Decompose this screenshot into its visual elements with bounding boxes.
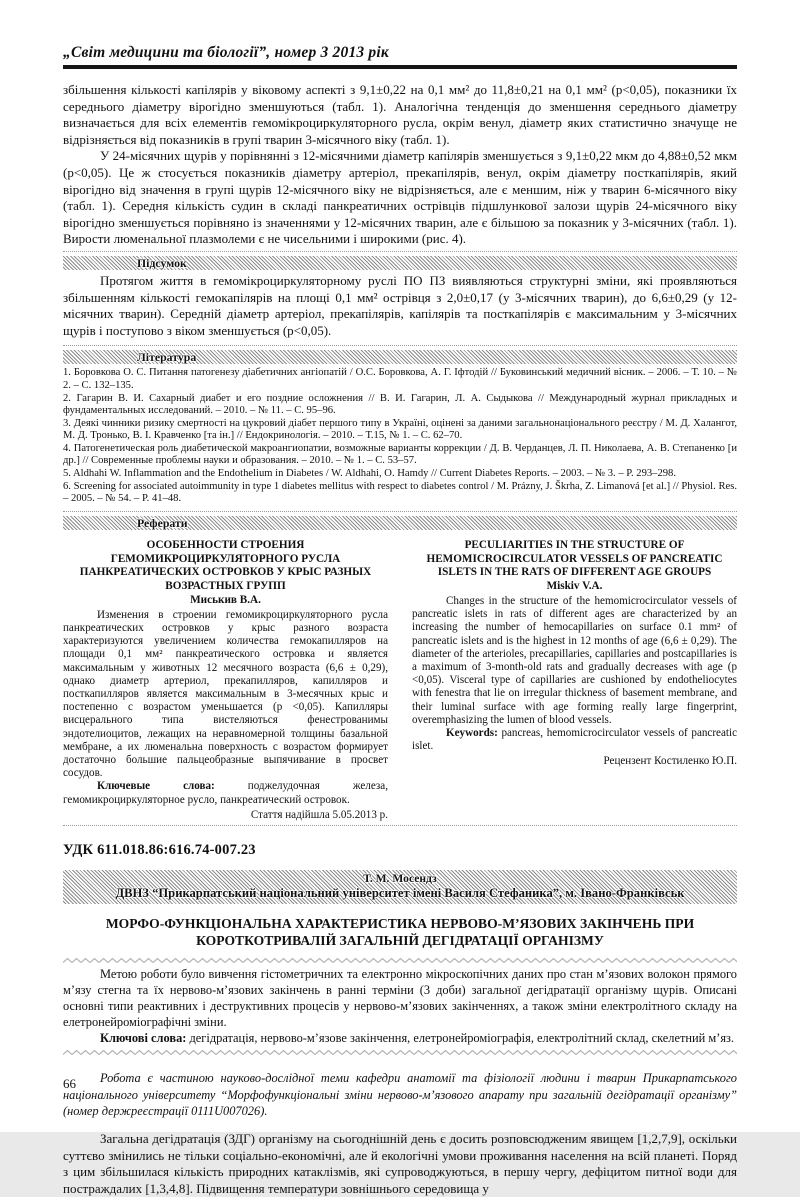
zigzag-divider	[63, 1048, 737, 1057]
udc-code: УДК 611.018.86:616.74-007.23	[63, 841, 256, 858]
dotted-divider	[63, 511, 737, 512]
abstract-en-body: Changes in the structure of the hemomicrocirculator vessels of pancreatic islets in rats of different ages are characterized by an increasing the number of hemocapillaries on surface 0.1 mm² of pancreatic islets and is the highest in 12 months of age (6,6 ± 0,29). The diameter of the arterioles, precapillaries, capillaries and postcapillaries is a maximum of 3-month-old rats and gradually decreases with age (p <0,05). Visceral type of capillaries are cushioned by endotheliocytes with fenestra that lie on irregular thickness of basement membrane, and their luminal surface with age forming really large fingerprint, overemphasizing the lumen of blood vessels.	[412, 595, 737, 726]
keywords-label: Ключевые слова:	[97, 780, 215, 793]
article2-author: Т. М. Мосендз	[363, 871, 437, 885]
reference-item: 3. Деякі чинники ризику смертності на цукровий діабет першого типу в Україні, оцінені за даними загальнонаціонального реєстру / М. Д. Халангот, М. Д. Тронько, В. І. Кравченко [та ін.] // Ендокринологія. – 2010. – Т.15, № 1. – С. 62–70.	[63, 417, 737, 442]
abstract-en-keywords	[412, 727, 737, 753]
summary-text: Протягом життя в гемомікроциркуляторному руслі ПО ПЗ виявляються структурні зміни, які проявляються збільшенням кількості гемокапілярів на площі 0,1 мм² острівця з 2,0±0,17 (у 3-місячних тварин), до 6,6±0,29 (у 12-місячних тварин). Середній діаметр артеріол, прекапілярів, капілярів та посткапілярів є максимальним у 3-місячних щурів і поступово з віком зменшується (р<0,05).	[63, 272, 737, 338]
reference-item: 6. Screening for associated autoimmunity in type 1 diabetes mellitus with respect to diabetes control / M. Prázny, J. Škrha, Z. Limanová [et al.] // Physiol. Res. – 2005. – № 54. – P. 41–48.	[63, 480, 737, 505]
reference-item: 5. Aldhahi W. Inflammation and the Endothelium in Diabetes / W. Aldhahi, O. Hamdy // Current Diabetes Reports. – 2003. – № 3. – P. 293–298.	[63, 468, 677, 480]
reference-item: 4. Патогенетическая роль диабетической макроангиопатии, возможные варианты коррекции / Д. В. Черданцев, Л. П. Николаева, А. В. Степаненко [и др.] // Современные проблемы науки и образования. – 2010. – № 1. – С. 53–57.	[63, 442, 737, 467]
reviewer: Рецензент Костиленко Ю.П.	[603, 755, 737, 768]
abstract-ru-keywords	[63, 780, 388, 806]
reference-item: 2. Гагарин В. И. Сахарный диабет и его поздние осложнения // В. И. Гагарин, Л. А. Сыдыкова // Международный журнал прикладных и фундаментальных исследований. – 2010. – № 11. – С. 95–96.	[63, 392, 737, 417]
abstract-ru-title: ОСОБЕННОСТИ СТРОЕНИЯ ГЕМОМИКРОЦИРКУЛЯТОРНОГО РУСЛА ПАНКРЕАТИЧЕСКИХ ОСТРОВКОВ У КРЫС РАЗНЫХ ВОЗРАСТНЫХ ГРУПП	[79, 538, 372, 593]
keywords-text: pancreas, hemomicrocirculator vessels of pancreatic islet.	[412, 727, 737, 753]
abstract-ru-body: Изменения в строении гемомикроциркуляторного русла панкреатических островков у крыс разного возраста характеризуются увеличением количества гемокапилляров на площади 0,1 мм² панкреатического островка и является максимальным у животных 12 месячного возраста (6,6 ± 0,29), однако диаметр артериол, прекапилляров, капилляров и посткапилляров является максимальным в 3-месячных крыс и постепенно с возрастом уменьшается (р <0,05). Капилляры висцерального типа вистеляються фенестрованимы эндотелиоцитов, лежащих на неравномерной толщины базальной мембране, а их люменальна поверхность с возрастом формирует достаточно большие пальцеобразные выпячивание в просвет сосудов.	[63, 608, 388, 780]
received-date: Стаття надійшла 5.05.2013 р.	[250, 808, 388, 821]
reference-item: 1. Боровкова О. С. Питання патогенезу діабетичних ангіопатій / О.С. Боровкова, А. Г. Іфтодій // Буковинський медичний вісник. – 2006. – Т. 10. – № 2. – С. 132–135.	[63, 367, 737, 391]
article2-body: Загальна дегідратація (ЗДГ) організму на сьогоднішній день є досить розповсюдженим явищем [1,2,7,9], оскільки суттєво змінились не тільки соціально-економічні, але й екологічні умови проживання населення на всій планеті. Поряд з цим збільшилася кількість природних катаклізмів, які супроводжуються, в першу чергу, дефіцитом питної води для постраждалих [1,3,4,8]. Підвищення температури зовнішнього середовища у	[63, 1131, 737, 1196]
literature-heading: Література	[137, 350, 197, 365]
dotted-divider	[63, 345, 737, 346]
summary-heading: Підсумок	[137, 255, 187, 270]
abstract-ru-author: Миськив В.А.	[190, 594, 261, 607]
article2-abstract: Метою роботи було вивчення гістометричних та електронно мікроскопічних даних про стан м’язових волокон прямого м’язу стегна та їх нервово-м’язових закінчень в ранні терміни (3 доби) загальної дегідратації організму щурів. Описані основні типи реактивних і деструктивних процесів у нервово-м’язових закінченнях, а також зміни електролітного складу на елетронейроміографічні зміни.	[63, 966, 737, 1029]
reference-list	[63, 367, 737, 506]
article2-keywords	[63, 1031, 737, 1047]
keywords-label: Keywords:	[446, 727, 498, 740]
abstract-russian	[63, 539, 388, 821]
header-double-rule	[63, 65, 737, 69]
journal-header: „Світ медицини та біології”, номер 3 2013 рік	[63, 44, 389, 61]
keywords-text: дегідратація, нервово-м’язове закінчення, елетронейроміографія, електролітний склад, скелетний м’яз.	[186, 1030, 735, 1045]
dotted-divider	[63, 825, 737, 826]
summary-section-band	[63, 256, 737, 270]
author-affiliation-band	[63, 870, 737, 904]
abstract-en-title: PECULIARITIES IN THE STRUCTURE OF HEMOMICROCIRCULATOR VESSELS OF PANCREATIC ISLETS IN THE RATS OF DIFFERENT AGE GROUPS	[426, 538, 723, 579]
article2-title: МОРФО-ФУНКЦІОНАЛЬНА ХАРАКТЕРИСТИКА НЕРВОВО-М’ЯЗОВИХ ЗАКІНЧЕНЬ ПРИ КОРОТКОТРИВАЛІЙ ЗАГАЛЬНІЙ ДЕГІДРАТАЦІЇ ОРГАНІЗМУ	[105, 915, 695, 948]
article2-affiliation: ДВНЗ “Прикарпатський національний університет імені Василя Стефаника”, м. Івано-Франківськ	[115, 885, 685, 900]
keywords-text: поджелудочная железа, гемомикроциркуляторное русло, панкреатический островок.	[63, 780, 388, 806]
article1-paragraph-continuation: збільшення кількості капілярів у віковому аспекті з 9,1±0,22 на 0,1 мм² до 11,8±0,21 на 0,1 мм² (р<0,05), показники їх середнього діаметру вірогідно зменшуються (табл. 1). Аналогічна тенденція до зменшення середнього діаметру визначається для всіх елементів гемомікроциркуляторного русла, окрім венул, діаметр яких статистично значуще не відрізняється від показників в групі тварин 3-місячного віку (табл. 1).	[63, 82, 737, 147]
keywords-label: Ключові слова:	[100, 1030, 187, 1045]
abstract-english	[412, 539, 737, 821]
abstracts-heading: Реферати	[137, 515, 188, 530]
abstract-en-author: Miskiv V.A.	[546, 580, 603, 593]
zigzag-divider	[63, 956, 737, 965]
abstracts-section-band	[63, 516, 737, 530]
abstracts-columns	[63, 539, 737, 821]
dotted-divider	[63, 251, 737, 252]
literature-section-band	[63, 350, 737, 364]
page-number: 66	[63, 1076, 76, 1091]
funding-note: Робота є частиною науково-дослідної теми кафедри анатомії та фізіології людини і тварин Прикарпатського національного університету “Морфофункціональні зміни нервово-м’язового апарату при загальній дегідратації організму” (номер держреєстрації 0111U007026).	[63, 1071, 737, 1118]
article1-paragraph-2: У 24-місячних щурів у порівнянні з 12-місячними діаметр капілярів зменшується з 9,1±0,22 мкм до 4,88±0,52 мкм (р<0,05). Це ж стосується показників діаметру артеріол, прекапілярів, венул, окрім діаметру посткапілярів, який вірогідно від значення в групі щурів 12-місячного віку не відрізняється, але є меншим, ніж у тварин 6-місячного віку (табл. 1). Середня кількість судин в складі панкреатичних острівців підшлункової залози щурів 24-місячного віку вірогідно зменшується порівняно із значеннями у 12-місячних тварин, але є більшою за показник у 3-місячних (табл. 1). Вирости люменальної плазмолеми є не чисельними і широкими (рис. 4).	[63, 148, 737, 247]
